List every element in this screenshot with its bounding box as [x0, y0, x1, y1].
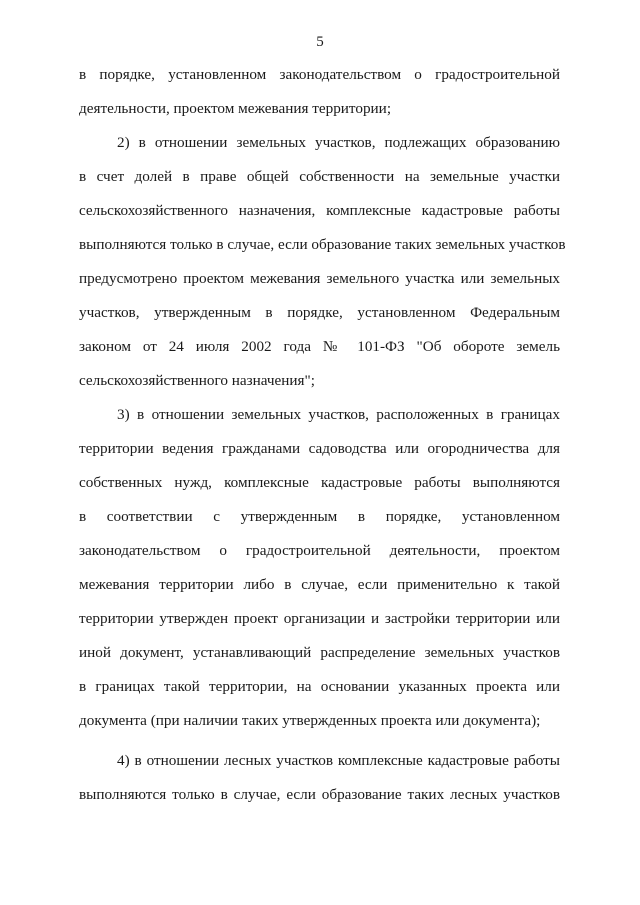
text-line: законом от 24 июля 2002 года № 101-ФЗ "Об обороте земель	[79, 338, 560, 355]
text-line: межевания территории либо в случае, если применительно к такой	[79, 576, 560, 593]
text-line: в счет долей в праве общей собственности на земельные участки	[79, 168, 560, 185]
text-line: документа (при наличии таких утвержденных проекта или документа);	[79, 712, 541, 729]
text-line: 2) в отношении земельных участков, подлежащих образованию	[117, 134, 560, 151]
text-line: деятельности, проектом межевания территории;	[79, 100, 392, 117]
text-line: территории ведения гражданами садоводства или огородничества для	[79, 440, 560, 457]
text-line: в соответствии с утвержденным в порядке, установленном	[79, 508, 560, 525]
text-line: сельскохозяйственного назначения, комплексные кадастровые работы	[79, 202, 560, 219]
text-line: выполняются только в случае, если образование таких лесных участков	[79, 786, 560, 803]
text-line: выполняются только в случае, если образование таких земельных участков	[79, 236, 566, 253]
text-line: в границах такой территории, на основании указанных проекта или	[79, 678, 560, 695]
text-line: законодательством о градостроительной деятельности, проектом	[79, 542, 560, 559]
text-line: собственных нужд, комплексные кадастровые работы выполняются	[79, 474, 560, 491]
text-line: иной документ, устанавливающий распределение земельных участков	[79, 644, 560, 661]
text-line: в порядке, установленном законодательством о градостроительной	[79, 66, 560, 83]
text-line: предусмотрено проектом межевания земельного участка или земельных	[79, 270, 560, 287]
page-number: 5	[316, 34, 324, 50]
text-line: территории утвержден проект организации и застройки территории или	[79, 610, 560, 627]
text-line: 4) в отношении лесных участков комплексные кадастровые работы	[117, 752, 560, 769]
text-line: 3) в отношении земельных участков, расположенных в границах	[117, 406, 560, 423]
text-line: сельскохозяйственного назначения";	[79, 372, 315, 389]
text-line: участков, утвержденным в порядке, установленном Федеральным	[79, 304, 560, 321]
